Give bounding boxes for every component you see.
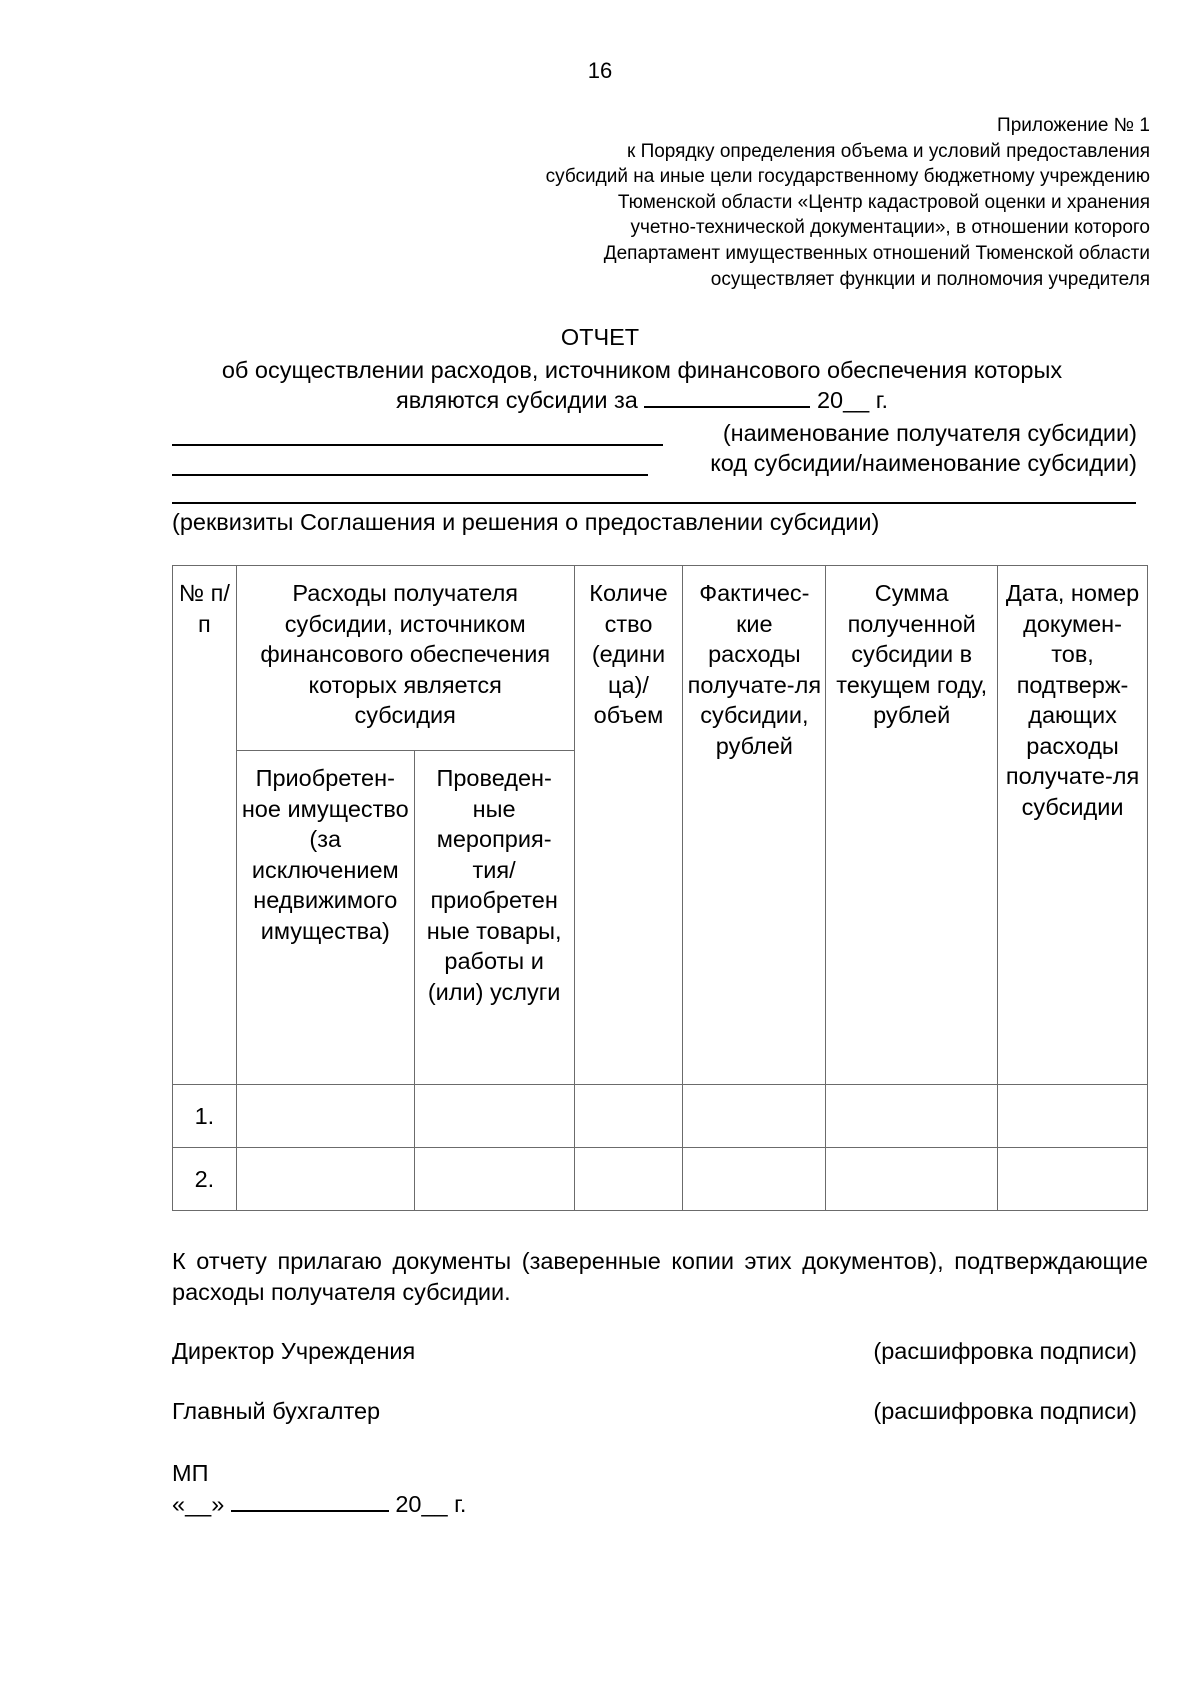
- table-cell: [236, 1148, 414, 1211]
- table-cell: [826, 1085, 998, 1148]
- row-number: 2.: [173, 1148, 237, 1211]
- appendix-line: осуществляет функции и полномочия учредителя: [710, 268, 1150, 290]
- appendix-line: Тюменской области «Центр кадастровой оценки и хранения: [617, 191, 1150, 213]
- table-cell: [683, 1148, 826, 1211]
- date-line: «__» 20__ г.: [172, 1491, 467, 1517]
- agreement-blank-line: [172, 502, 1136, 504]
- recipient-blank-line: [172, 444, 663, 446]
- stamp-block: [172, 1458, 466, 1520]
- subtitle-line-1: об осуществлении расходов, источником финансового обеспечения которых: [221, 357, 1063, 383]
- header-events: Проведен-ные мероприя-тия/ приобретен ные товары, работы и (или) услуги: [414, 751, 574, 1085]
- header-expenses-group: Расходы получателя субсидии, источником финансового обеспечения которых является субсидия: [236, 566, 574, 751]
- appendix-line: субсидий на иные цели государственному бюджетному учреждению: [545, 166, 1150, 188]
- header-property: Приобретен-ное имущество (за исключением недвижимого имущества): [236, 751, 414, 1085]
- period-blank: [644, 386, 810, 408]
- appendix-line: учетно-технической документации», в отношении которого: [630, 217, 1150, 239]
- appendix-line: Приложение № 1: [997, 115, 1150, 136]
- agreement-label: (реквизиты Соглашения и решения о предоставлении субсидии): [172, 509, 880, 535]
- table-cell: [414, 1085, 574, 1148]
- accountant-signature-decode: (расшифровка подписи): [873, 1398, 1137, 1424]
- stamp-label: МП: [172, 1460, 209, 1486]
- page-number: 16: [587, 58, 613, 83]
- appendix-line: Департамент имущественных отношений Тюменской области: [603, 242, 1150, 264]
- header-documents: Дата, номер докумен-тов, подтверж-дающих расходы получате-ля субсидии: [998, 566, 1148, 1085]
- table-row: [173, 1148, 1148, 1211]
- accountant-label: Главный бухгалтер: [172, 1398, 381, 1424]
- table-cell: [236, 1085, 414, 1148]
- header-received-subsidy: Сумма полученной субсидии в текущем году, рублей: [826, 566, 998, 1085]
- table-cell: [574, 1085, 683, 1148]
- table-row: [173, 1085, 1148, 1148]
- attachment-paragraph: К отчету прилагаю документы (заверенные копии этих документов), подтверждающие расходы получателя субсидии.: [172, 1248, 1148, 1305]
- table-cell: [683, 1085, 826, 1148]
- director-signature-decode: (расшифровка подписи): [873, 1338, 1137, 1364]
- recipient-label: (наименование получателя субсидии): [722, 420, 1137, 446]
- expenses-table: [172, 565, 1148, 1211]
- header-num: № п/п: [173, 566, 237, 1085]
- table-cell: [414, 1148, 574, 1211]
- table-cell: [998, 1085, 1148, 1148]
- report-subtitle: [140, 355, 1144, 415]
- appendix-line: к Порядку определения объема и условий предоставления: [626, 140, 1150, 162]
- subsidy-label: код субсидии/наименование субсидии): [710, 450, 1137, 476]
- table-cell: [826, 1148, 998, 1211]
- row-number: 1.: [173, 1085, 237, 1148]
- table-cell: [574, 1148, 683, 1211]
- header-actual-expenses: Фактичес-кие расходы получате-ля субсидии, рублей: [683, 566, 826, 1085]
- subsidy-blank-line: [172, 474, 648, 476]
- director-label: Директор Учреждения: [172, 1338, 416, 1364]
- table-cell: [998, 1148, 1148, 1211]
- report-title: ОТЧЕТ: [560, 324, 640, 350]
- subtitle-line-2: являются субсидии за 20__ г.: [395, 387, 888, 413]
- appendix-block: [250, 113, 1150, 292]
- date-month-blank: [231, 1490, 389, 1512]
- header-quantity: Количе ство (едини ца)/ объем: [574, 566, 683, 1085]
